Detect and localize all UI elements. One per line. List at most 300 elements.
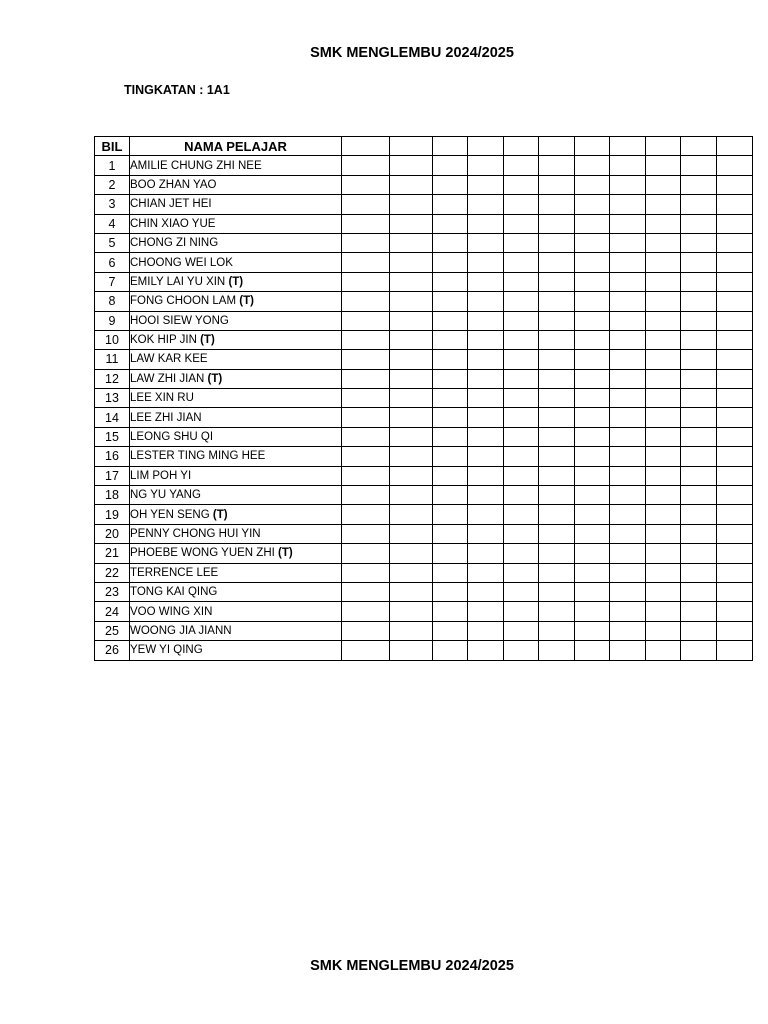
blank-cell — [575, 330, 610, 349]
table-row — [95, 524, 753, 543]
blank-cell — [433, 350, 468, 369]
blank-header-cell — [681, 137, 717, 156]
blank-cell — [646, 330, 681, 349]
student-name: LEE ZHI JIAN — [130, 411, 202, 424]
table-row — [95, 253, 753, 272]
blank-cell — [342, 156, 390, 175]
student-name: VOO WING XIN — [130, 605, 213, 618]
blank-cell — [468, 544, 504, 563]
blank-cell — [575, 447, 610, 466]
blank-cell — [390, 253, 433, 272]
student-name: LEONG SHU QI — [130, 431, 214, 444]
blank-cell — [610, 563, 646, 582]
blank-cell — [433, 427, 468, 446]
student-name: CHIN XIAO YUE — [130, 217, 216, 230]
blank-cell — [539, 427, 575, 446]
blank-cell — [575, 602, 610, 621]
blank-cell — [646, 602, 681, 621]
row-number: 17 — [95, 466, 130, 485]
blank-cell — [610, 195, 646, 214]
blank-cell — [681, 292, 717, 311]
blank-cell — [539, 447, 575, 466]
blank-cell — [433, 544, 468, 563]
blank-cell — [646, 253, 681, 272]
blank-cell — [468, 427, 504, 446]
blank-cell — [342, 505, 390, 524]
blank-cell — [342, 253, 390, 272]
table-row — [95, 175, 753, 194]
blank-cell — [433, 602, 468, 621]
table-row — [95, 156, 753, 175]
blank-cell — [433, 621, 468, 640]
blank-cell — [575, 544, 610, 563]
blank-cell — [575, 292, 610, 311]
blank-cell — [390, 311, 433, 330]
blank-cell — [468, 447, 504, 466]
blank-cell — [433, 311, 468, 330]
blank-cell — [342, 524, 390, 543]
blank-cell — [342, 447, 390, 466]
blank-cell — [610, 233, 646, 252]
blank-cell — [504, 175, 539, 194]
blank-cell — [575, 311, 610, 330]
blank-cell — [717, 214, 753, 233]
table-row — [95, 272, 753, 291]
row-number: 8 — [95, 292, 130, 311]
blank-cell — [433, 175, 468, 194]
student-roster-table — [94, 136, 753, 661]
blank-cell — [575, 389, 610, 408]
blank-cell — [468, 369, 504, 388]
blank-cell — [610, 311, 646, 330]
blank-cell — [468, 195, 504, 214]
blank-cell — [575, 272, 610, 291]
blank-cell — [575, 253, 610, 272]
blank-cell — [433, 330, 468, 349]
student-tag: (T) — [207, 372, 223, 385]
blank-cell — [342, 582, 390, 601]
blank-cell — [468, 253, 504, 272]
blank-cell — [342, 350, 390, 369]
blank-cell — [468, 156, 504, 175]
blank-header-cell — [468, 137, 504, 156]
row-number: 9 — [95, 311, 130, 330]
blank-cell — [717, 272, 753, 291]
table-row — [95, 466, 753, 485]
blank-cell — [504, 582, 539, 601]
blank-cell — [342, 195, 390, 214]
student-name: TONG KAI QING — [130, 586, 218, 599]
table-row — [95, 214, 753, 233]
blank-cell — [342, 330, 390, 349]
student-name-cell — [130, 214, 342, 233]
blank-cell — [504, 156, 539, 175]
blank-header-cell — [610, 137, 646, 156]
row-number: 23 — [95, 582, 130, 601]
row-number: 21 — [95, 544, 130, 563]
table-row — [95, 641, 753, 660]
blank-cell — [610, 486, 646, 505]
blank-cell — [342, 311, 390, 330]
table-row — [95, 563, 753, 582]
blank-header-cell — [575, 137, 610, 156]
blank-cell — [342, 563, 390, 582]
student-name-cell — [130, 292, 342, 311]
blank-cell — [646, 466, 681, 485]
blank-cell — [646, 563, 681, 582]
blank-cell — [504, 330, 539, 349]
blank-cell — [468, 292, 504, 311]
blank-cell — [610, 156, 646, 175]
student-name: FONG CHOON LAM — [130, 295, 237, 308]
roster-body — [95, 156, 753, 660]
student-name: HOOI SIEW YONG — [130, 314, 229, 327]
blank-cell — [433, 641, 468, 660]
blank-cell — [681, 175, 717, 194]
blank-cell — [390, 447, 433, 466]
student-name: LAW KAR KEE — [130, 353, 208, 366]
student-name-cell — [130, 563, 342, 582]
row-number: 5 — [95, 233, 130, 252]
blank-cell — [468, 389, 504, 408]
blank-cell — [646, 505, 681, 524]
table-row — [95, 427, 753, 446]
student-name: OH YEN SENG — [130, 508, 210, 521]
blank-cell — [342, 175, 390, 194]
blank-cell — [575, 466, 610, 485]
table-row — [95, 602, 753, 621]
blank-cell — [468, 621, 504, 640]
student-name-cell — [130, 602, 342, 621]
blank-cell — [646, 369, 681, 388]
table-row — [95, 408, 753, 427]
blank-cell — [681, 505, 717, 524]
table-row — [95, 389, 753, 408]
blank-cell — [646, 292, 681, 311]
blank-cell — [575, 369, 610, 388]
blank-cell — [433, 233, 468, 252]
row-number: 15 — [95, 427, 130, 446]
blank-cell — [610, 408, 646, 427]
row-number: 16 — [95, 447, 130, 466]
footer-title: SMK MENGLEMBU 2024/2025 — [310, 958, 514, 974]
blank-cell — [646, 447, 681, 466]
table-row — [95, 195, 753, 214]
blank-cell — [539, 156, 575, 175]
blank-cell — [681, 582, 717, 601]
blank-cell — [504, 272, 539, 291]
blank-cell — [681, 427, 717, 446]
student-name: CHOONG WEI LOK — [130, 256, 233, 269]
blank-cell — [433, 408, 468, 427]
blank-cell — [539, 389, 575, 408]
blank-cell — [342, 544, 390, 563]
blank-cell — [390, 330, 433, 349]
blank-cell — [646, 427, 681, 446]
student-name-cell — [130, 641, 342, 660]
blank-cell — [468, 272, 504, 291]
blank-cell — [342, 272, 390, 291]
table-header-row — [95, 137, 753, 156]
blank-cell — [433, 447, 468, 466]
blank-cell — [342, 408, 390, 427]
blank-header-cell — [539, 137, 575, 156]
blank-cell — [468, 350, 504, 369]
blank-cell — [342, 233, 390, 252]
blank-cell — [717, 175, 753, 194]
student-name-cell — [130, 350, 342, 369]
student-tag: (T) — [200, 334, 215, 347]
class-label: TINGKATAN : 1A1 — [124, 83, 230, 97]
blank-cell — [390, 641, 433, 660]
blank-cell — [646, 486, 681, 505]
student-name: CHIAN JET HEI — [130, 198, 212, 211]
blank-cell — [575, 621, 610, 640]
row-number: 2 — [95, 175, 130, 194]
student-name-cell — [130, 175, 342, 194]
blank-cell — [468, 486, 504, 505]
blank-cell — [390, 621, 433, 640]
blank-cell — [646, 582, 681, 601]
blank-cell — [717, 311, 753, 330]
blank-cell — [646, 389, 681, 408]
student-tag: (T) — [278, 547, 293, 560]
blank-cell — [717, 233, 753, 252]
blank-cell — [390, 486, 433, 505]
blank-cell — [717, 253, 753, 272]
blank-cell — [575, 582, 610, 601]
blank-cell — [342, 369, 390, 388]
blank-header-cell — [390, 137, 433, 156]
blank-cell — [646, 641, 681, 660]
student-name-cell — [130, 272, 342, 291]
blank-cell — [717, 563, 753, 582]
student-name: KOK HIP JIN — [130, 334, 197, 347]
blank-header-cell — [433, 137, 468, 156]
blank-cell — [575, 408, 610, 427]
blank-cell — [610, 330, 646, 349]
blank-cell — [646, 214, 681, 233]
blank-cell — [717, 330, 753, 349]
blank-cell — [468, 311, 504, 330]
blank-cell — [433, 466, 468, 485]
row-number: 3 — [95, 195, 130, 214]
blank-cell — [504, 253, 539, 272]
blank-cell — [539, 544, 575, 563]
blank-cell — [610, 175, 646, 194]
blank-cell — [646, 350, 681, 369]
blank-cell — [390, 272, 433, 291]
blank-cell — [342, 486, 390, 505]
blank-cell — [575, 214, 610, 233]
row-number: 20 — [95, 524, 130, 543]
blank-cell — [539, 486, 575, 505]
blank-cell — [610, 641, 646, 660]
blank-cell — [610, 505, 646, 524]
blank-cell — [342, 389, 390, 408]
blank-cell — [390, 175, 433, 194]
blank-cell — [681, 602, 717, 621]
blank-cell — [390, 602, 433, 621]
blank-cell — [610, 369, 646, 388]
blank-cell — [468, 602, 504, 621]
blank-cell — [575, 563, 610, 582]
row-number: 6 — [95, 253, 130, 272]
row-number: 7 — [95, 272, 130, 291]
blank-cell — [539, 408, 575, 427]
blank-cell — [433, 524, 468, 543]
blank-cell — [610, 602, 646, 621]
student-name-cell — [130, 505, 342, 524]
blank-cell — [468, 582, 504, 601]
table-row — [95, 292, 753, 311]
blank-cell — [717, 621, 753, 640]
blank-cell — [390, 369, 433, 388]
blank-cell — [433, 582, 468, 601]
blank-cell — [468, 466, 504, 485]
blank-cell — [717, 486, 753, 505]
blank-cell — [504, 427, 539, 446]
blank-cell — [390, 350, 433, 369]
blank-cell — [504, 563, 539, 582]
student-name-cell — [130, 466, 342, 485]
blank-cell — [681, 524, 717, 543]
blank-cell — [433, 272, 468, 291]
blank-cell — [646, 311, 681, 330]
blank-cell — [681, 253, 717, 272]
student-name: LEE XIN RU — [130, 392, 194, 405]
blank-cell — [681, 233, 717, 252]
nama-header: NAMA PELAJAR — [130, 137, 342, 156]
blank-cell — [575, 427, 610, 446]
blank-cell — [504, 447, 539, 466]
blank-cell — [504, 466, 539, 485]
blank-cell — [717, 369, 753, 388]
table-row — [95, 311, 753, 330]
student-tag: (T) — [239, 295, 254, 308]
blank-cell — [646, 195, 681, 214]
blank-cell — [504, 311, 539, 330]
blank-cell — [433, 253, 468, 272]
blank-cell — [539, 505, 575, 524]
blank-cell — [610, 350, 646, 369]
blank-cell — [717, 524, 753, 543]
blank-cell — [504, 350, 539, 369]
row-number: 12 — [95, 369, 130, 388]
table-row — [95, 369, 753, 388]
blank-cell — [681, 195, 717, 214]
blank-cell — [646, 175, 681, 194]
blank-cell — [539, 369, 575, 388]
row-number: 26 — [95, 641, 130, 660]
student-name: AMILIE CHUNG ZHI NEE — [130, 159, 262, 172]
blank-cell — [539, 311, 575, 330]
blank-cell — [646, 621, 681, 640]
blank-cell — [539, 350, 575, 369]
blank-cell — [468, 563, 504, 582]
blank-cell — [504, 641, 539, 660]
blank-cell — [390, 427, 433, 446]
blank-cell — [610, 253, 646, 272]
blank-cell — [468, 408, 504, 427]
blank-cell — [539, 602, 575, 621]
table-row — [95, 447, 753, 466]
blank-cell — [539, 253, 575, 272]
student-name: BOO ZHAN YAO — [130, 178, 217, 191]
row-number: 24 — [95, 602, 130, 621]
blank-cell — [646, 524, 681, 543]
blank-cell — [433, 563, 468, 582]
blank-cell — [539, 195, 575, 214]
blank-cell — [433, 156, 468, 175]
blank-cell — [390, 156, 433, 175]
blank-cell — [681, 447, 717, 466]
blank-cell — [539, 524, 575, 543]
blank-cell — [681, 214, 717, 233]
blank-cell — [390, 292, 433, 311]
blank-cell — [342, 641, 390, 660]
table-row — [95, 330, 753, 349]
blank-cell — [575, 486, 610, 505]
blank-cell — [717, 582, 753, 601]
student-name: CHONG ZI NING — [130, 237, 219, 250]
table-row — [95, 505, 753, 524]
blank-cell — [646, 272, 681, 291]
blank-cell — [681, 389, 717, 408]
blank-cell — [717, 427, 753, 446]
blank-cell — [504, 233, 539, 252]
blank-cell — [539, 214, 575, 233]
blank-cell — [681, 272, 717, 291]
student-name-cell — [130, 369, 342, 388]
blank-cell — [717, 389, 753, 408]
blank-cell — [539, 233, 575, 252]
blank-cell — [539, 272, 575, 291]
blank-cell — [504, 602, 539, 621]
student-name: PHOEBE WONG YUEN ZHI — [130, 547, 275, 560]
blank-cell — [433, 505, 468, 524]
blank-cell — [575, 156, 610, 175]
blank-cell — [610, 544, 646, 563]
blank-cell — [468, 330, 504, 349]
blank-cell — [504, 214, 539, 233]
row-number: 18 — [95, 486, 130, 505]
blank-cell — [717, 544, 753, 563]
row-number: 13 — [95, 389, 130, 408]
blank-cell — [717, 408, 753, 427]
table-row — [95, 350, 753, 369]
table-row — [95, 544, 753, 563]
blank-cell — [681, 369, 717, 388]
blank-cell — [504, 195, 539, 214]
student-name: NG YU YANG — [130, 489, 201, 502]
student-name-cell — [130, 524, 342, 543]
row-number: 1 — [95, 156, 130, 175]
blank-cell — [575, 641, 610, 660]
blank-cell — [610, 582, 646, 601]
blank-header-cell — [342, 137, 390, 156]
blank-cell — [575, 524, 610, 543]
blank-cell — [539, 621, 575, 640]
student-name-cell — [130, 253, 342, 272]
blank-cell — [610, 427, 646, 446]
blank-cell — [681, 544, 717, 563]
blank-cell — [342, 292, 390, 311]
blank-cell — [717, 195, 753, 214]
blank-cell — [390, 544, 433, 563]
blank-cell — [575, 195, 610, 214]
row-number: 25 — [95, 621, 130, 640]
